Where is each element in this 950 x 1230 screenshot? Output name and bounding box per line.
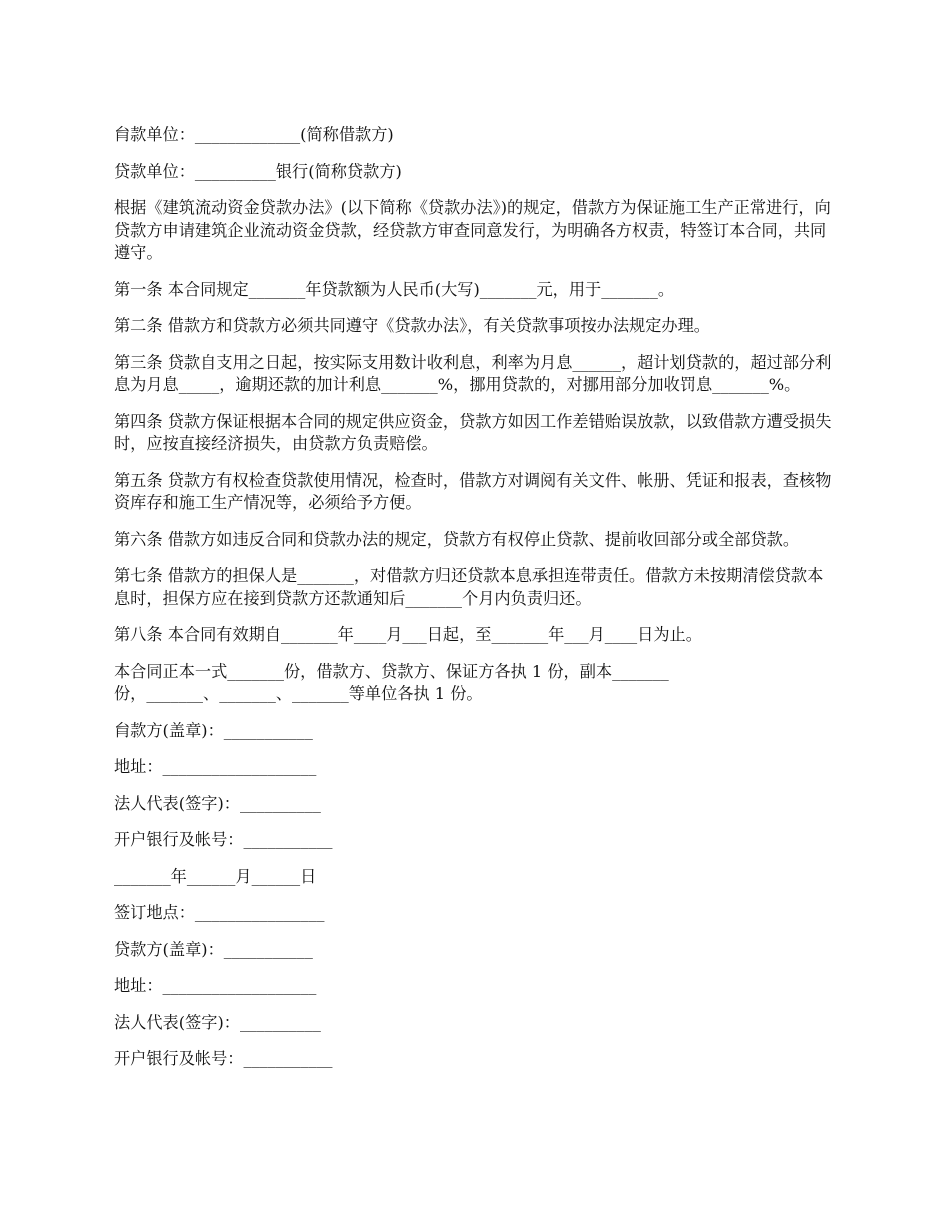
article-4: 第四条 贷款方保证根据本合同的规定供应资金，贷款方如因工作差错贻误放款，以致借款方遭受损失时，应按直接经济损失，由贷款方负责赔偿。 [114,411,832,453]
lender-address-line: 地址：___________________ [114,976,317,995]
borrower-address-line: 地址：___________________ [114,757,317,776]
signing-date-line: _______年______月______日 [114,866,317,886]
preamble-paragraph: 根据《建筑流动资金贷款办法》(以下简称《贷款办法》)的规定，借款方为保证施工生产正常进行，向贷款方申请建筑企业流动资金贷款，经贷款方审查同意发行，为明确各方权责，特签订本合同，共同遵守。 [114,198,831,262]
article-8: 第八条 本合同有效期自_______年____月___日起，至_______年___月____日为止。 [114,625,702,644]
article-7: 第七条 借款方的担保人是_______，对借款方归还贷款本息承担连带责任。借款方未按期清偿贷款本息时，担保方应在接到贷款方还款通知后_______个月内负责归还。 [114,566,824,608]
signing-place-line: 签订地点：________________ [114,903,325,922]
lender-unit-line: 贷款单位：__________银行(简称贷款方) [114,161,402,181]
article-5: 第五条 贷款方有权检查贷款使用情况，检查时，借款方对调阅有关文件、帐册、凭证和报表，查核物资库存和施工生产情况等，必须给予方便。 [114,470,832,512]
borrower-seal-line: 䏍款方(盖章)：___________ [114,720,313,740]
article-3: 第三条 贷款自支用之日起，按实际支用数计收利息，利率为月息______，超计划贷款的，超过部分利息为月息_____，逾期还款的加计利息_______%，挪用贷款的，对挪用部分加收罚息_______%。 [114,352,832,394]
article-1: 第一条 本合同规定_______年贷款额为人民币(大写)_______元，用于_______。 [114,279,675,299]
borrower-unit-line: 䏍款单位：_____________(简称借款方) [114,125,394,144]
copies-clause: 本合同正本一式_______份，借款方、贷款方、保证方各执 1 份，副本_______ 份，_______、_______、_______等单位各执 1 份。 [114,661,669,703]
lender-bank-account-line: 开户银行及帐号：___________ [114,1049,333,1068]
borrower-legal-rep-line: 法人代表(签字)：__________ [114,793,321,813]
lender-seal-line: 贷款方(盖章)：___________ [114,939,313,959]
borrower-bank-account-line: 开户银行及帐号：___________ [114,830,333,849]
lender-legal-rep-line: 法人代表(签字)：__________ [114,1012,321,1032]
article-6: 第六条 借款方如违反合同和贷款办法的规定，贷款方有权停止贷款、提前收回部分或全部贷款。 [114,529,800,549]
article-2: 第二条 借款方和贷款方必须共同遵守《贷款办法》，有关贷款事项按办法规定办理。 [114,316,710,335]
